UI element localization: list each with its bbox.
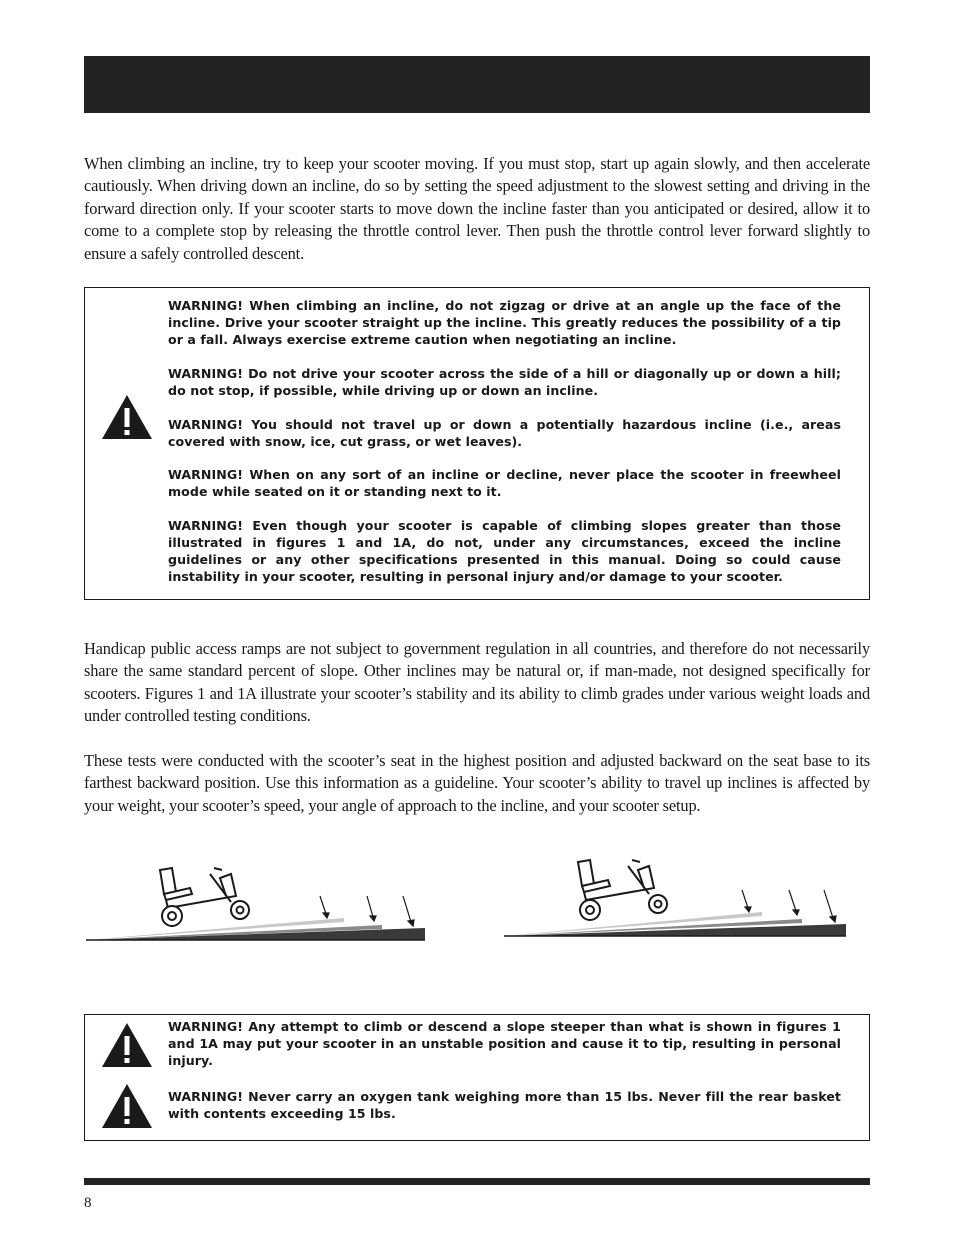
incline-arrows: [742, 890, 836, 922]
incline-ramps: [504, 912, 846, 936]
warning-text-side-of-hill: WARNING! Do not drive your scooter across the side of a hill or diagonally up or down a hill; do not stop, if possible, while driving up or down an incline.: [168, 366, 841, 398]
scooter-on-incline-icon: [578, 860, 667, 920]
page-number: 8: [84, 1195, 92, 1211]
figure-1-scooter-incline: [86, 856, 430, 946]
warning-text-freewheel: WARNING! When on any sort of an incline or decline, never place the scooter in freewheel mode while seated on it or standing next to it.: [168, 467, 841, 499]
warning-text-steeper-slope: WARNING! Any attempt to climb or descend a slope steeper than what is shown in figures 1 and 1A may put your scooter in an unstable position and cause it to tip, resulting in personal injury.: [168, 1019, 841, 1068]
warning-exclamation-icon: [101, 1022, 153, 1068]
body-paragraph-tests: These tests were conducted with the scooter’s seat in the highest position and adjusted backward on the seat base to its farthest backward position. Use this information as a guideline. Your scooter’s ability to travel up inclines is affected by your weight, your scooter’s speed, your angle of approach to the incline, and your scooter setup.: [84, 751, 870, 815]
scooter-on-incline-icon: [160, 868, 249, 926]
warning-exclamation-icon: [101, 1083, 153, 1129]
warning-text-zigzag: WARNING! When climbing an incline, do not zigzag or drive at an angle up the face of the incline. Drive your scooter straight up the incline. This greatly reduces the possibility of a tip or a fall. Always exercise extreme caution when negotiating an incline.: [168, 298, 841, 347]
footer-rule: [84, 1178, 870, 1185]
body-paragraph-incline-driving: When climbing an incline, try to keep your scooter moving. If you must stop, start up again slowly, and then accelerate cautiously. When driving down an incline, do so by setting the speed adjustment to the slowest setting and driving in the forward direction only. If your scooter starts to move down the incline faster than you anticipated or desired, allow it to come to a complete stop by releasing the throttle control lever. Then push the throttle control lever forward slightly to ensure a safely controlled descent.: [84, 154, 870, 263]
warning-box-inclines: [84, 287, 870, 600]
section-header-bar: [84, 56, 870, 113]
warning-text-hazardous-incline: WARNING! You should not travel up or down a potentially hazardous incline (i.e., areas covered with snow, ice, cut grass, or wet leaves).: [168, 417, 841, 449]
warning-text-exceed-guidelines: WARNING! Even though your scooter is capable of climbing slopes greater than those illustrated in figures 1 and 1A, do not, under any circumstances, exceed the incline guidelines or any other specifications presented in this manual. Doing so could cause instability in your scooter, resulting in personal injury and/or damage to your scooter.: [168, 518, 841, 584]
figure-1a-scooter-incline: [504, 856, 850, 946]
warning-exclamation-icon: [101, 394, 153, 440]
warning-box-limits: [84, 1014, 870, 1141]
body-paragraph-ramps: Handicap public access ramps are not subject to government regulation in all countries, and therefore do not necessarily share the same standard percent of slope. Other inclines may be natural or, if man-made, not designed specifically for scooters. Figures 1 and 1A illustrate your scooter’s stability and its ability to climb grades under various weight loads and under controlled testing conditions.: [84, 639, 870, 726]
warning-text-oxygen-tank: WARNING! Never carry an oxygen tank weighing more than 15 lbs. Never fill the rear basket with contents exceeding 15 lbs.: [168, 1089, 841, 1121]
